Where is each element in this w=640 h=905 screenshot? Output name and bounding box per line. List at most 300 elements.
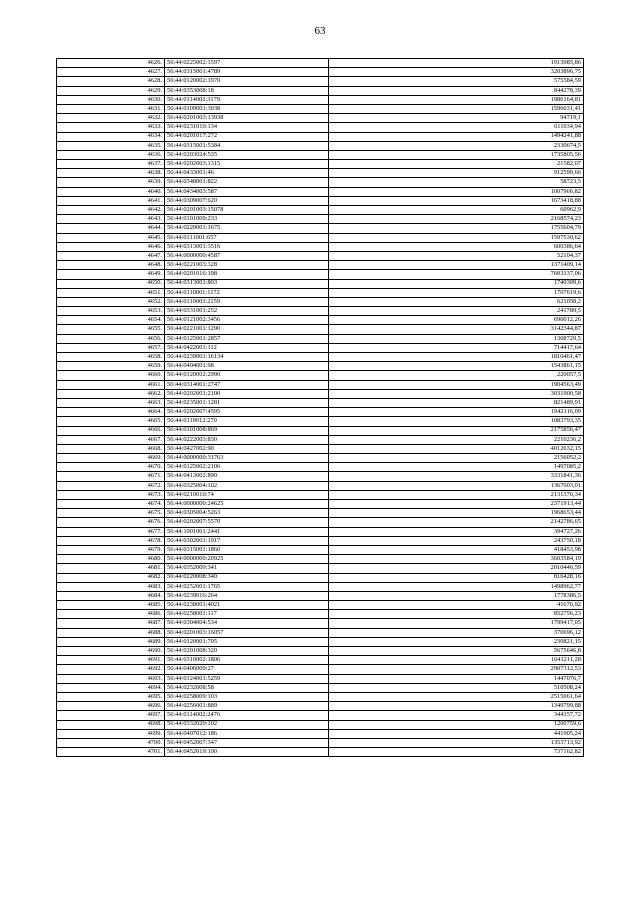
cadastral-number: 56:44:0302001:1917 [165,536,329,545]
table-row [57,261,584,270]
table-row [57,647,584,656]
cadastral-value: 220057,5 [329,371,584,380]
row-number: 4638. [57,169,165,178]
table-row [57,95,584,104]
cadastral-number: 56:44:0452007:347 [165,738,329,747]
cadastral-number: 56:44:0120002:2990 [165,371,329,380]
cadastral-number: 56:44:0258001:117 [165,610,329,619]
cadastral-number: 56:44:0110003:2159 [165,297,329,306]
cadastral-value: 1735805,56 [329,150,584,159]
cadastral-number: 56:44:1001001:2441 [165,527,329,536]
cadastral-number: 56:44:0252001:1765 [165,582,329,591]
cadastral-value: 243750,18 [329,536,584,545]
cadastral-value: 600386,64 [329,242,584,251]
cadastral-value: 1596031,41 [329,104,584,113]
cadastral-value: 816428,16 [329,573,584,582]
table-row [57,601,584,610]
cadastral-value: 3031900,58 [329,389,584,398]
table-row [57,481,584,490]
row-number: 4689. [57,637,165,646]
cadastral-value: 611034,94 [329,123,584,132]
row-number: 4669. [57,454,165,463]
row-number: 4659. [57,362,165,371]
cadastral-number: 56:44:0121002:3456 [165,316,329,325]
cadastral-value: 1597530,62 [329,233,584,242]
cadastral-number: 56:44:0406009:27 [165,665,329,674]
table-row [57,398,584,407]
cadastral-value: 1371409,14 [329,261,584,270]
table-row [57,334,584,343]
table-row [57,288,584,297]
cadastral-number: 56:44:0407012:186 [165,729,329,738]
cadastral-value: 1497085,2 [329,463,584,472]
table-row [57,316,584,325]
row-number: 4668. [57,444,165,453]
table-row [57,307,584,316]
row-number: 4666. [57,426,165,435]
row-number: 4655. [57,325,165,334]
row-number: 4644. [57,224,165,233]
table-row [57,206,584,215]
cadastral-number: 56:44:0325004:102 [165,481,329,490]
row-number: 4665. [57,417,165,426]
cadastral-value: 3142344,87 [329,325,584,334]
row-number: 4658. [57,353,165,362]
cadastral-value: 1904563,49 [329,380,584,389]
table-row [57,683,584,692]
cadastral-value: 2210236,2 [329,435,584,444]
row-number: 4671. [57,472,165,481]
table-row [57,729,584,738]
row-number: 4651. [57,288,165,297]
table-row [57,59,584,68]
cadastral-number: 56:44:0413002:890 [165,472,329,481]
cadastral-number: 56:44:0000000:31763 [165,454,329,463]
cadastral-value: 418453,98 [329,545,584,554]
cadastral-value: 1498962,77 [329,582,584,591]
row-number: 4695. [57,692,165,701]
table-row [57,555,584,564]
row-number: 4691. [57,656,165,665]
table-row [57,472,584,481]
table-row [57,490,584,499]
cadastral-number: 56:44:0201003:15078 [165,206,329,215]
row-number: 4682. [57,573,165,582]
table-row [57,270,584,279]
table-row [57,343,584,352]
table-row [57,353,584,362]
cadastral-number: 56:44:0315001:4789 [165,68,329,77]
cadastral-number: 56:44:0314001:2747 [165,380,329,389]
table-row [57,591,584,600]
table-row [57,720,584,729]
page-number: 63 [314,25,326,37]
cadastral-number: 56:44:0348001:822 [165,178,329,187]
table-row [57,426,584,435]
cadastral-value: 1755604,79 [329,224,584,233]
table-row [57,711,584,720]
table-row [57,178,584,187]
cadastral-number: 56:44:0201003:16057 [165,628,329,637]
cadastral-number: 56:44:0315001:5384 [165,141,329,150]
cadastral-number: 56:44:0222003:830 [165,435,329,444]
cadastral-number: 56:44:0101008:869 [165,426,329,435]
cadastral-value: 852756,23 [329,610,584,619]
cadastral-number: 56:44:0313001:803 [165,279,329,288]
table-row [57,242,584,251]
cadastral-value: 1641211,28 [329,656,584,665]
row-number: 4680. [57,555,165,564]
cadastral-number: 56:44:0202007:4595 [165,408,329,417]
table-row [57,545,584,554]
table-row [57,619,584,628]
cadastral-value: 1913985,86 [329,59,584,68]
cadastral-value: 1673418,88 [329,196,584,205]
row-number: 4652. [57,297,165,306]
table-row [57,527,584,536]
table-row [57,518,584,527]
cadastral-value: 1447076,7 [329,674,584,683]
cadastral-number: 56:44:0000000:24625 [165,500,329,509]
cadastral-number: 56:44:0231010:134 [165,123,329,132]
cadastral-number: 56:44:0427002:90 [165,444,329,453]
cadastral-value: 60962,9 [329,206,584,215]
cadastral-value: 821489,91 [329,398,584,407]
cadastral-number: 56:44:0305004:5263 [165,509,329,518]
row-number: 4685. [57,601,165,610]
cadastral-value: 2175856,47 [329,426,584,435]
cadastral-number: 56:44:0422001:112 [165,343,329,352]
cadastral-number: 56:44:0109001:3038 [165,104,329,113]
cadastral-value: 21582,07 [329,160,584,169]
row-number: 4690. [57,647,165,656]
cadastral-value: 1349799,88 [329,702,584,711]
table-row [57,104,584,113]
row-number: 4663. [57,398,165,407]
table-row [57,582,584,591]
cadastral-value: 912599,66 [329,169,584,178]
cadastral-value: 230821,15 [329,637,584,646]
cadastral-number: 56:44:0353008:18 [165,86,329,95]
table-row [57,628,584,637]
cadastral-number: 56:44:0125002:2106 [165,463,329,472]
table-row [57,325,584,334]
table-row [57,389,584,398]
cadastral-number: 56:44:0120001:705 [165,637,329,646]
row-number: 4635. [57,141,165,150]
cadastral-number: 56:44:0256001:889 [165,702,329,711]
cadastral-value: 441905,24 [329,729,584,738]
cadastral-value: 94719,1 [329,114,584,123]
cadastral-value: 2515061,64 [329,692,584,701]
cadastral-number: 56:44:0239016:264 [165,591,329,600]
table-row [57,738,584,747]
table-row [57,297,584,306]
cadastral-value: 52104,37 [329,251,584,260]
cadastral-value: 4012632,15 [329,444,584,453]
table-row [57,509,584,518]
cadastral-number: 56:44:0452019:100 [165,748,329,757]
cadastral-value: 7603137,06 [329,270,584,279]
cadastral-number: 56:44:0225002:1597 [165,59,329,68]
row-number: 4657. [57,343,165,352]
cadastral-number: 56:44:0310002:1806 [165,656,329,665]
row-number: 4684. [57,591,165,600]
cadastral-number: 56:44:0238001:4021 [165,601,329,610]
table-row [57,637,584,646]
cadastral-value: 2371913,44 [329,500,584,509]
cadastral-number: 56:44:0110001:1172 [165,288,329,297]
cadastral-value: 394727,26 [329,527,584,536]
row-number: 4630. [57,95,165,104]
table-row [57,169,584,178]
cadastral-value: 1494241,88 [329,132,584,141]
cadastral-value: 2168574,23 [329,215,584,224]
row-number: 4654. [57,316,165,325]
cadastral-number: 56:44:0000000:4587 [165,251,329,260]
cadastral-number: 56:44:0202007:5570 [165,518,329,527]
table-row [57,86,584,95]
cadastral-number: 56:44:0125001:2857 [165,334,329,343]
row-number: 4696. [57,702,165,711]
table-row [57,132,584,141]
table-row [57,454,584,463]
table-row [57,371,584,380]
cadastral-value: 737162,82 [329,748,584,757]
cadastral-number: 56:44:0220008:340 [165,573,329,582]
table-row [57,444,584,453]
row-number: 4687. [57,619,165,628]
cadastral-value: 3331841,36 [329,472,584,481]
cadastral-value: 621058,2 [329,297,584,306]
cadastral-value: 2907312,53 [329,665,584,674]
cadastral-value: 1083793,35 [329,417,584,426]
cadastral-number: 56:44:0304004:534 [165,619,329,628]
cadastral-number: 56:44:0101009:233 [165,215,329,224]
cadastral-number: 56:44:0239001:16134 [165,353,329,362]
row-number: 4647. [57,251,165,260]
cadastral-number: 56:44:0202001:2100 [165,389,329,398]
cadastral-value: 1778386,5 [329,591,584,600]
row-number: 4645. [57,233,165,242]
cadastral-value: 3603584,19 [329,555,584,564]
cadastral-value: 1968653,44 [329,509,584,518]
cadastral-value: 3203896,75 [329,68,584,77]
cadastral-value: 1367603,01 [329,481,584,490]
cadastral-number: 56:44:0434003:587 [165,187,329,196]
table-row [57,77,584,86]
cadastral-number: 56:44:0111001:657 [165,233,329,242]
row-number: 4640. [57,187,165,196]
cadastral-value: 5675646,8 [329,647,584,656]
table-row [57,463,584,472]
row-number: 4694. [57,683,165,692]
row-number: 4642. [57,206,165,215]
table-row [57,233,584,242]
cadastral-number: 56:44:0203024:535 [165,150,329,159]
row-number: 4693. [57,674,165,683]
row-number: 4636. [57,150,165,159]
cadastral-value: 1353713,92 [329,738,584,747]
cadastral-value: 1986164,81 [329,95,584,104]
row-number: 4673. [57,490,165,499]
table-row [57,500,584,509]
row-number: 4699. [57,729,165,738]
row-number: 4670. [57,463,165,472]
table-row [57,187,584,196]
cadastral-value: 1200759,6 [329,720,584,729]
cadastral-value: 1942116,09 [329,408,584,417]
row-number: 4656. [57,334,165,343]
table-row [57,702,584,711]
cadastral-number: 56:44:0235001:1281 [165,398,329,407]
cadastral-number: 56:44:0119012:270 [165,417,329,426]
row-number: 4627. [57,68,165,77]
row-number: 4643. [57,215,165,224]
table-row [57,564,584,573]
cadastral-number: 56:44:0201016:198 [165,270,329,279]
row-number: 4662. [57,389,165,398]
cadastral-number: 56:44:0331001:252 [165,307,329,316]
cadastral-value: 2156052,2 [329,454,584,463]
cadastral-value: 370696,12 [329,628,584,637]
row-number: 4648. [57,261,165,270]
cadastral-number: 56:44:0315001:1860 [165,545,329,554]
cadastral-value: 1740309,6 [329,279,584,288]
row-number: 4646. [57,242,165,251]
row-number: 4637. [57,160,165,169]
cadastral-table [56,58,584,757]
row-number: 4653. [57,307,165,316]
row-number: 4686. [57,610,165,619]
cadastral-number: 56:44:0202003:1315 [165,160,329,169]
row-number: 4664. [57,408,165,417]
row-number: 4701. [57,748,165,757]
table-row [57,279,584,288]
table-row [57,215,584,224]
row-number: 4672. [57,481,165,490]
table-row [57,362,584,371]
row-number: 4631. [57,104,165,113]
row-number: 4675. [57,509,165,518]
row-number: 4676. [57,518,165,527]
table-row [57,674,584,683]
cadastral-number: 56:44:0201017:272 [165,132,329,141]
row-number: 4681. [57,564,165,573]
row-number: 4698. [57,720,165,729]
cadastral-value: 2330674,5 [329,141,584,150]
table-row [57,417,584,426]
row-number: 4692. [57,665,165,674]
cadastral-value: 41676,92 [329,601,584,610]
cadastral-value: 2131376,34 [329,490,584,499]
table-row [57,435,584,444]
cadastral-value: 575584,59 [329,77,584,86]
table-row [57,536,584,545]
cadastral-number: 56:44:0221003:328 [165,261,329,270]
cadastral-number: 56:44:0210010:74 [165,490,329,499]
row-number: 4679. [57,545,165,554]
row-number: 4641. [57,196,165,205]
row-number: 4697. [57,711,165,720]
row-number: 4650. [57,279,165,288]
cadastral-number: 56:44:0232008:58 [165,683,329,692]
cadastral-value: 844278,39 [329,86,584,95]
cadastral-number: 56:44:0229001:1675 [165,224,329,233]
cadastral-value: 58723,5 [329,178,584,187]
cadastral-number: 56:44:0352009:341 [165,564,329,573]
cadastral-number: 56:44:0404001:98 [165,362,329,371]
cadastral-number: 56:44:0221001:1290 [165,325,329,334]
table-row [57,196,584,205]
cadastral-number: 56:44:0114002:3179 [165,95,329,104]
table-row [57,610,584,619]
table-row [57,748,584,757]
cadastral-value: 2142786,65 [329,518,584,527]
row-number: 4639. [57,178,165,187]
cadastral-value: 1308729,5 [329,334,584,343]
cadastral-value: 2010446,59 [329,564,584,573]
row-number: 4683. [57,582,165,591]
table-row [57,380,584,389]
table-row [57,251,584,260]
cadastral-value: 241789,5 [329,307,584,316]
cadastral-number: 56:44:0124001:5259 [165,674,329,683]
table-row [57,123,584,132]
table-row [57,141,584,150]
cadastral-number: 56:44:0114002:2476 [165,711,329,720]
cadastral-value: 1543861,15 [329,362,584,371]
cadastral-value: 1799417,05 [329,619,584,628]
row-number: 4688. [57,628,165,637]
table-row [57,573,584,582]
cadastral-number: 56:44:0000000:20925 [165,555,329,564]
cadastral-value: 1707619,6 [329,288,584,297]
row-number: 4649. [57,270,165,279]
row-number: 4628. [57,77,165,86]
table-body [57,59,584,757]
table-row [57,114,584,123]
table-row [57,150,584,159]
row-number: 4629. [57,86,165,95]
cadastral-value: 690012,26 [329,316,584,325]
row-number: 4626. [57,59,165,68]
row-number: 4632. [57,114,165,123]
cadastral-number: 56:44:0309007:620 [165,196,329,205]
cadastral-number: 56:44:0433001:46 [165,169,329,178]
row-number: 4678. [57,536,165,545]
table-row [57,224,584,233]
row-number: 4634. [57,132,165,141]
cadastral-number: 56:44:0332020:102 [165,720,329,729]
row-number: 4700. [57,738,165,747]
row-number: 4677. [57,527,165,536]
cadastral-number: 56:44:0120002:1970 [165,77,329,86]
row-number: 4667. [57,435,165,444]
row-number: 4660. [57,371,165,380]
row-number: 4633. [57,123,165,132]
table-row [57,160,584,169]
table-row [57,665,584,674]
table-row [57,656,584,665]
cadastral-value: 714417,64 [329,343,584,352]
cadastral-number: 56:44:0201008:320 [165,647,329,656]
row-number: 4661. [57,380,165,389]
cadastral-value: 344357,72 [329,711,584,720]
cadastral-value: 1007966,82 [329,187,584,196]
cadastral-number: 56:44:0258009:103 [165,692,329,701]
cadastral-number: 56:44:0313001:3516 [165,242,329,251]
